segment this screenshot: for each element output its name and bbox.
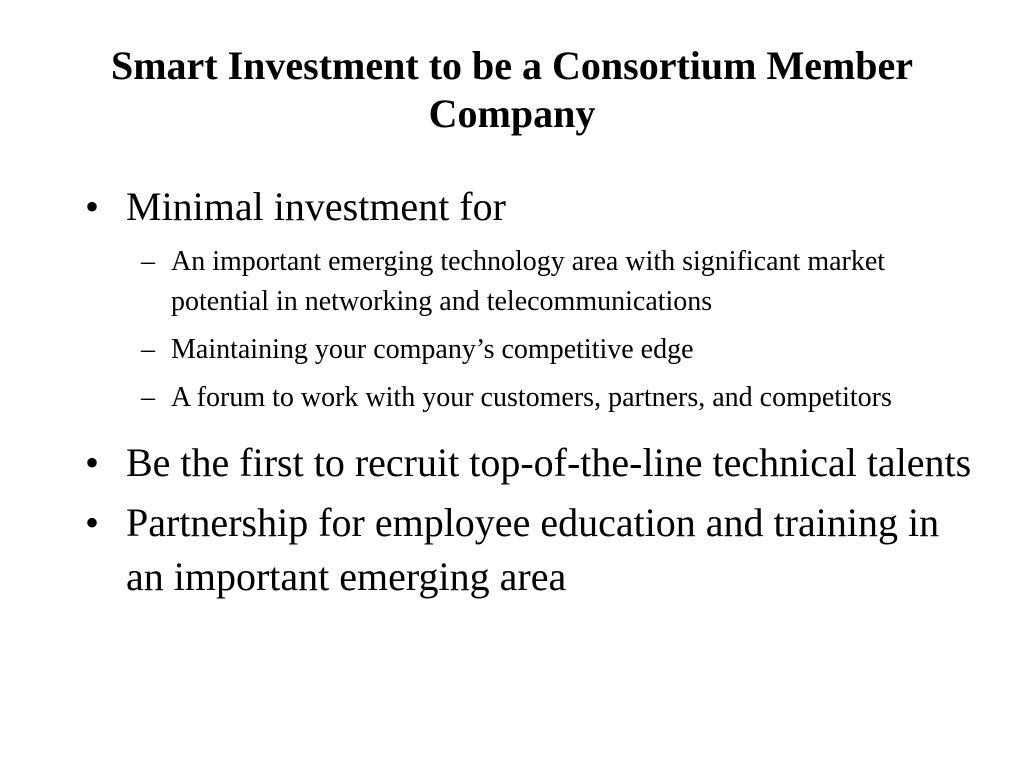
bullet-item [85,496,985,604]
dash-icon: – [141,382,155,413]
sub-bullet-text: A forum to work with your customers, partners, and competitors [171,382,892,413]
bullet-icon: • [85,500,100,545]
dash-icon: – [141,246,155,277]
bullet-item [85,180,985,418]
bullet-text: Partnership for employee education and training in an important emerging area [126,500,940,599]
sub-bullet-list [126,242,985,418]
bullet-icon: • [85,440,100,485]
sub-bullet-text: Maintaining your company’s competitive edge [171,334,694,365]
bullet-item [85,436,985,490]
bullet-text: Be the first to recruit top-of-the-line technical talents [126,440,972,485]
sub-bullet-item [126,378,951,418]
sub-bullet-item [126,330,951,370]
dash-icon: – [141,334,155,365]
bullet-icon: • [85,184,100,229]
bullet-list [85,180,985,610]
slide-title: Smart Investment to be a Consortium Member Company [110,43,914,136]
bullet-text: Minimal investment for [126,184,506,229]
sub-bullet-text: An important emerging technology area with significant market potential in networking and telecommunications [171,246,886,317]
sub-bullet-item [126,242,951,322]
